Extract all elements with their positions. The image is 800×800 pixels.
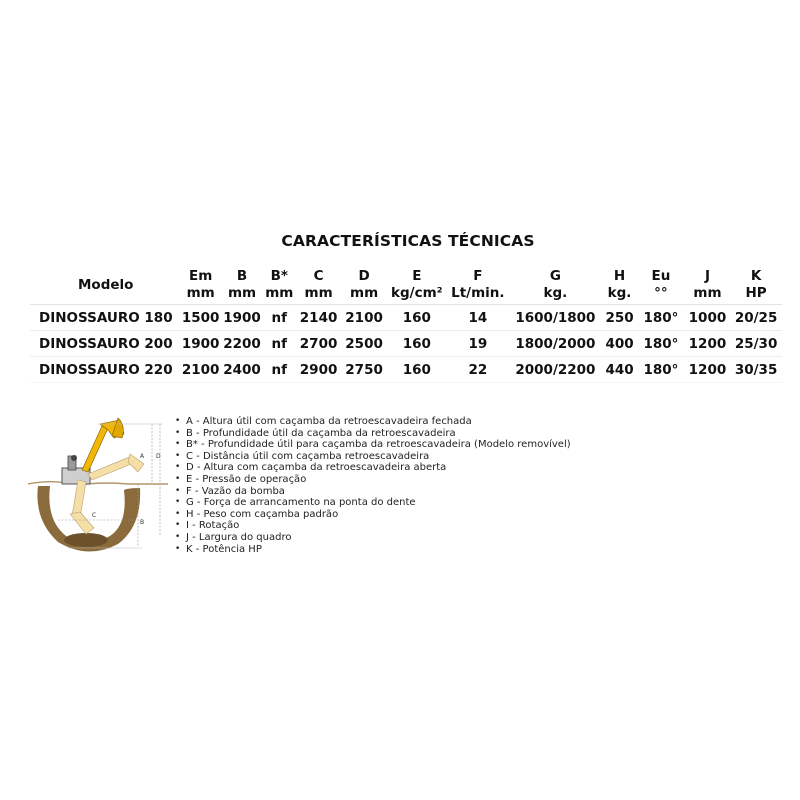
column-header-code: Eu [651, 268, 671, 284]
specs-table [30, 266, 782, 383]
dimension-label-c: C [92, 512, 97, 519]
model-name-cell: DINOSSAURO 200 [30, 331, 180, 357]
legend-item: • C - Distância útil com caçamba retroescavadeira [178, 451, 571, 463]
value-cell: 180° [637, 305, 685, 331]
column-header-unit: mm [227, 285, 257, 301]
column-header-code: B* [270, 268, 288, 284]
column-header-code: G [549, 268, 561, 284]
legend-item: • H - Peso com caçamba padrão [178, 509, 571, 521]
legend-item: • A - Altura útil com caçamba da retroescavadeira fechada [178, 416, 571, 428]
value-cell: 1900 [180, 331, 221, 357]
column-header-code: B [236, 268, 248, 284]
value-cell: 2900 [296, 357, 342, 383]
legend-item: • G - Força de arrancamento na ponta do dente [178, 497, 571, 509]
value-cell: 25/30 [730, 331, 782, 357]
value-cell: 1000 [685, 305, 731, 331]
model-name-cell: DINOSSAURO 180 [30, 305, 180, 331]
value-cell: 1200 [685, 331, 731, 357]
value-cell: 1800/2000 [509, 331, 602, 357]
column-header [685, 266, 731, 305]
legend-item: • K - Potência HP [178, 544, 571, 556]
value-cell: 160 [387, 357, 447, 383]
table-row [30, 357, 782, 383]
page-title: CARACTERÍSTICAS TÉCNICAS [281, 232, 535, 250]
column-header-code: F [473, 268, 483, 284]
value-cell: 250 [602, 305, 637, 331]
table-body [30, 305, 782, 383]
legend-item: • B - Profundidade útil da caçamba da retroescavadeira [178, 428, 571, 440]
column-header-unit: Lt/min. [451, 285, 505, 301]
column-header-unit: HP [745, 285, 767, 301]
legend-item: • E - Pressão de operação [178, 474, 571, 486]
boom-raised [82, 426, 108, 472]
value-cell: 2400 [221, 357, 262, 383]
value-cell: 2700 [296, 331, 342, 357]
table-row [30, 331, 782, 357]
legend-item: • I - Rotação [178, 520, 571, 532]
column-header-unit: °° [654, 285, 668, 301]
value-cell: 1900 [221, 305, 262, 331]
value-cell: 2140 [296, 305, 342, 331]
value-cell: 180° [637, 357, 685, 383]
column-header-unit: kg. [543, 285, 568, 301]
value-cell: nf [263, 331, 296, 357]
value-cell: 30/35 [730, 357, 782, 383]
column-header [447, 266, 509, 305]
column-header-code: H [613, 268, 626, 284]
column-header [221, 266, 262, 305]
column-header [180, 266, 221, 305]
legend-item: • F - Vazão da bomba [178, 486, 571, 498]
column-header-code: E [412, 268, 422, 284]
table-header-row [30, 266, 782, 305]
value-cell: 14 [447, 305, 509, 331]
value-cell: 160 [387, 331, 447, 357]
column-header-unit: mm [304, 285, 333, 301]
column-header [602, 266, 637, 305]
value-cell: 2750 [341, 357, 387, 383]
value-cell: nf [263, 305, 296, 331]
column-header [387, 266, 447, 305]
value-cell: 2500 [341, 331, 387, 357]
value-cell: 400 [602, 331, 637, 357]
value-cell: 440 [602, 357, 637, 383]
column-header-unit: kg. [607, 285, 632, 301]
excavator-diagram [28, 408, 168, 568]
column-header [263, 266, 296, 305]
column-header [341, 266, 387, 305]
value-cell: nf [263, 357, 296, 383]
column-header-model: Modelo [78, 276, 134, 293]
value-cell: 22 [447, 357, 509, 383]
table-row [30, 305, 782, 331]
value-cell: 180° [637, 331, 685, 357]
column-header-unit: mm [186, 285, 215, 301]
column-header [509, 266, 602, 305]
column-header-code: Em [189, 268, 213, 284]
column-header-code: K [750, 268, 762, 284]
legend-item: • B* - Profundidade útil para caçamba da retroescavadeira (Modelo removível) [178, 439, 571, 451]
column-header [730, 266, 782, 305]
column-header-code: C [313, 268, 324, 284]
column-header-unit: mm [265, 285, 294, 301]
legend-item: • J - Largura do quadro [178, 532, 571, 544]
dimension-label-d: D [156, 453, 161, 460]
value-cell: 160 [387, 305, 447, 331]
column-header-unit: mm [693, 285, 722, 301]
value-cell: 2100 [341, 305, 387, 331]
column-header-code: J [704, 268, 710, 284]
legend-item: • D - Altura com caçamba da retroescavadeira aberta [178, 462, 571, 474]
value-cell: 1600/1800 [509, 305, 602, 331]
legend-list [168, 416, 571, 555]
column-header [637, 266, 685, 305]
value-cell: 1500 [180, 305, 221, 331]
value-cell: 19 [447, 331, 509, 357]
value-cell: 20/25 [730, 305, 782, 331]
value-cell: 2000/2200 [509, 357, 602, 383]
value-cell: 2200 [221, 331, 262, 357]
model-name-cell: DINOSSAURO 220 [30, 357, 180, 383]
column-header [296, 266, 342, 305]
value-cell: 2100 [180, 357, 221, 383]
value-cell: 1200 [685, 357, 731, 383]
dimension-label-b: B [140, 519, 145, 526]
column-header-code: D [358, 268, 370, 284]
column-header-unit: kg/cm² [391, 285, 443, 301]
column-header-unit: mm [350, 285, 379, 301]
dimension-label-a: A [140, 453, 145, 460]
